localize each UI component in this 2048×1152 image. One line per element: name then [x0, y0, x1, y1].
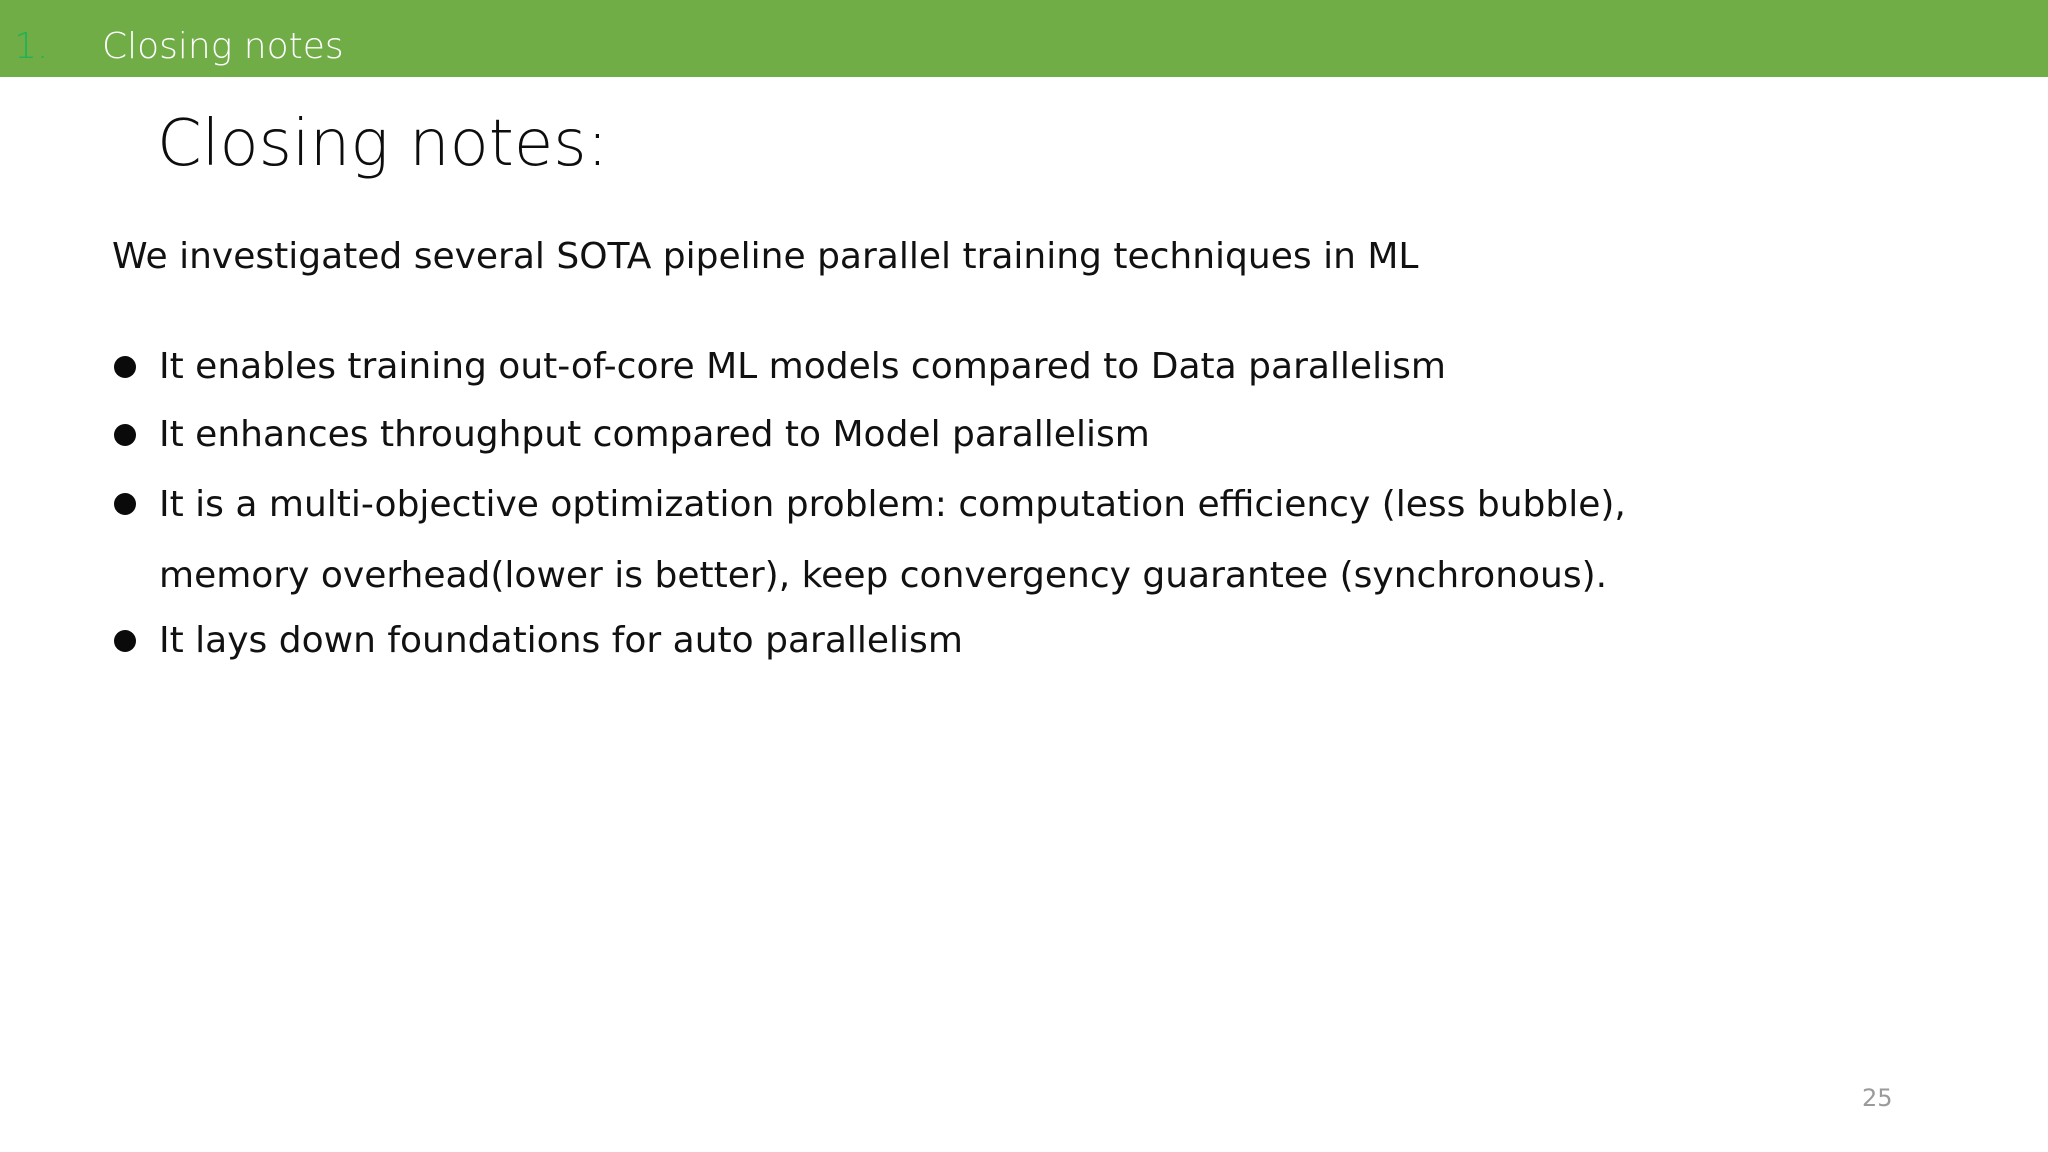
bullet-text: It lays down foundations for auto parallelism: [159, 620, 963, 661]
bullet-dot-icon: [114, 493, 136, 515]
header-bar: [0, 0, 2048, 77]
slide-title: Closing notes:: [157, 107, 609, 181]
section-title: Closing notes: [102, 26, 344, 67]
bullet-dot-icon: [114, 356, 136, 378]
bullet-dot-icon: [114, 424, 136, 446]
intro-text: We investigated several SOTA pipeline parallel training techniques in ML: [112, 236, 1419, 277]
page-number: 25: [1862, 1084, 1893, 1112]
bullet-text: It enables training out-of-core ML models compared to Data parallelism: [159, 346, 1446, 387]
section-number: 1.: [14, 26, 49, 67]
bullet-dot-icon: [114, 630, 136, 652]
bullet-text: It is a multi-objective optimization problem: computation efficiency (less bubble), memory overhead(lower is better), keep convergency guarantee (synchronous).: [159, 484, 1626, 596]
bullet-text: It enhances throughput compared to Model parallelism: [159, 414, 1150, 455]
